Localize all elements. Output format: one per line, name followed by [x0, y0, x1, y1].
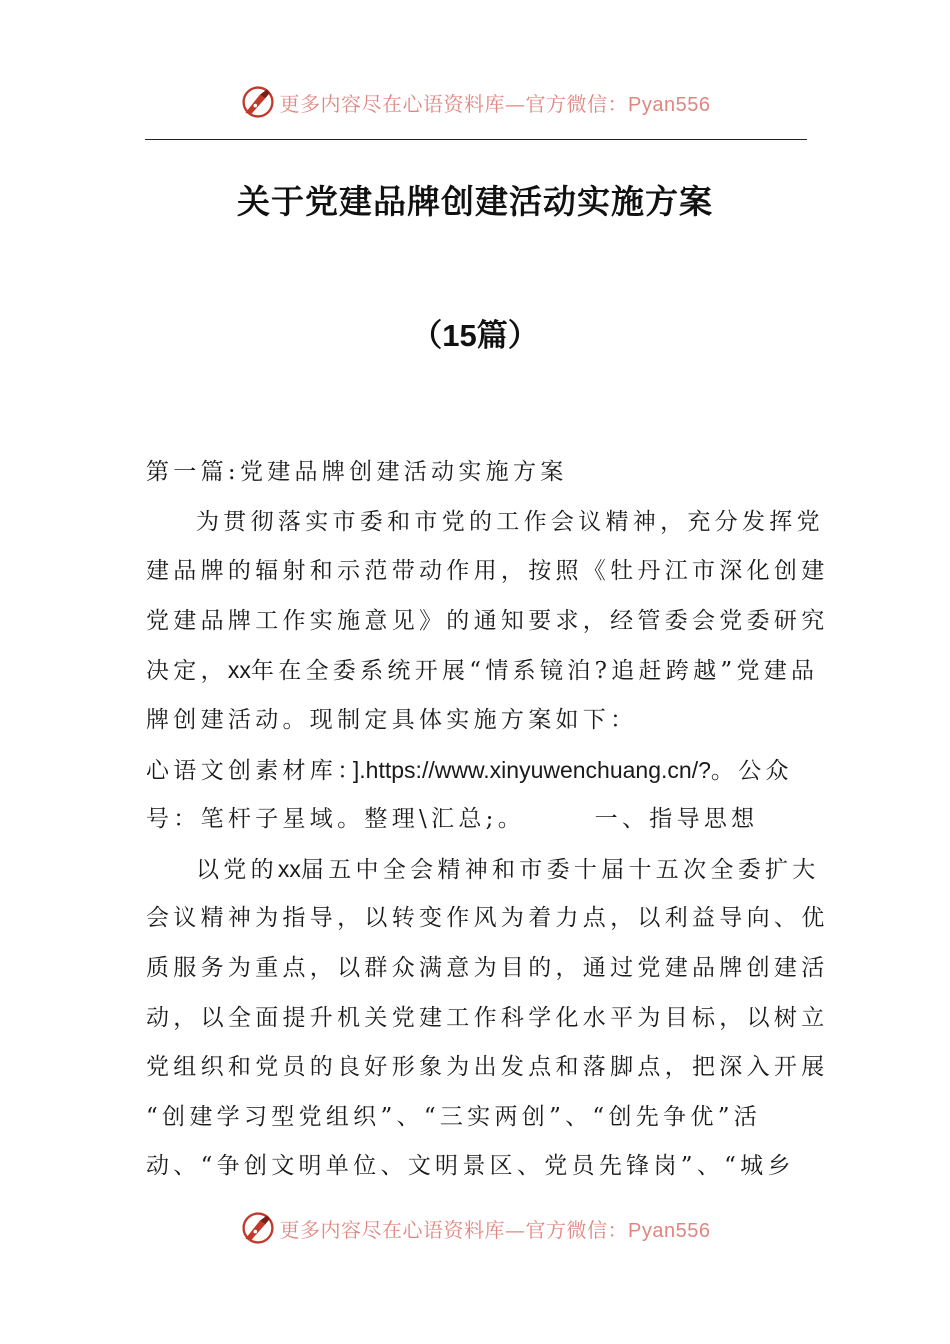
paragraph-line: 为贯彻落实市委和市党的工作会议精神，充分发挥党 [196, 508, 824, 535]
source-url: ].https://www.xinyuwenchuang.cn/? [352, 756, 711, 783]
wechat-id: Pyan556 [628, 1219, 711, 1242]
paragraph-line: 建品牌的辐射和示范带动作用，按照《牡丹江市深化创建 [146, 558, 829, 585]
pen-nib-logo-icon [240, 1210, 276, 1246]
document-title: 关于党建品牌创建活动实施方案 [237, 182, 713, 221]
paragraph-line: 党建品牌工作实施意见》的通知要求，经管委会党委研究 [146, 607, 829, 634]
paragraph-line: 动，以全面提升机关党建工作科学化水平为目标，以树立 [146, 1004, 829, 1031]
section-heading: 第一篇:党建品牌创建活动实施方案 [146, 459, 568, 485]
watermark-text: 更多内容尽在心语资料库—官方微信：Pyan556 [279, 1217, 711, 1242]
document-body [146, 448, 829, 1192]
watermark-text: 更多内容尽在心语资料库—官方微信：Pyan556 [279, 91, 711, 116]
document-subtitle: （15篇） [411, 318, 539, 354]
source-line: 心语文创素材库：].https://www.xinyuwenchuang.cn/?。公众 [146, 756, 793, 784]
header-watermark [0, 82, 950, 122]
source-line: 号：笔杆子星域。整理\汇总;。 一、指导思想 [146, 806, 759, 833]
header-rule [145, 139, 807, 140]
pen-nib-logo-icon [240, 84, 276, 120]
paragraph-line: 会议精神为指导，以转变作风为着力点，以利益导向、优 [146, 905, 829, 932]
paragraph-line: 质服务为重点，以群众满意为目的，通过党建品牌创建活 [146, 954, 829, 981]
paragraph-line: “创建学习型党组织”、“三实两创”、“创先争优”活 [146, 1103, 762, 1130]
paragraph-line: 以党的xx届五中全会精神和市委十届十五次全委扩大 [196, 855, 820, 883]
wechat-id: Pyan556 [628, 93, 711, 116]
paragraph-line: 动、“争创文明单位、文明景区、党员先锋岗”、“城乡 [146, 1153, 795, 1180]
footer-watermark [0, 1208, 950, 1248]
paragraph-line: 牌创建活动。现制定具体实施方案如下： [146, 706, 638, 733]
paragraph-line: 决定，xx年在全委系统开展“情系镜泊?追赶跨越”党建品 [146, 657, 819, 685]
paragraph-line: 党组织和党员的良好形象为出发点和落脚点，把深入开展 [146, 1054, 829, 1081]
